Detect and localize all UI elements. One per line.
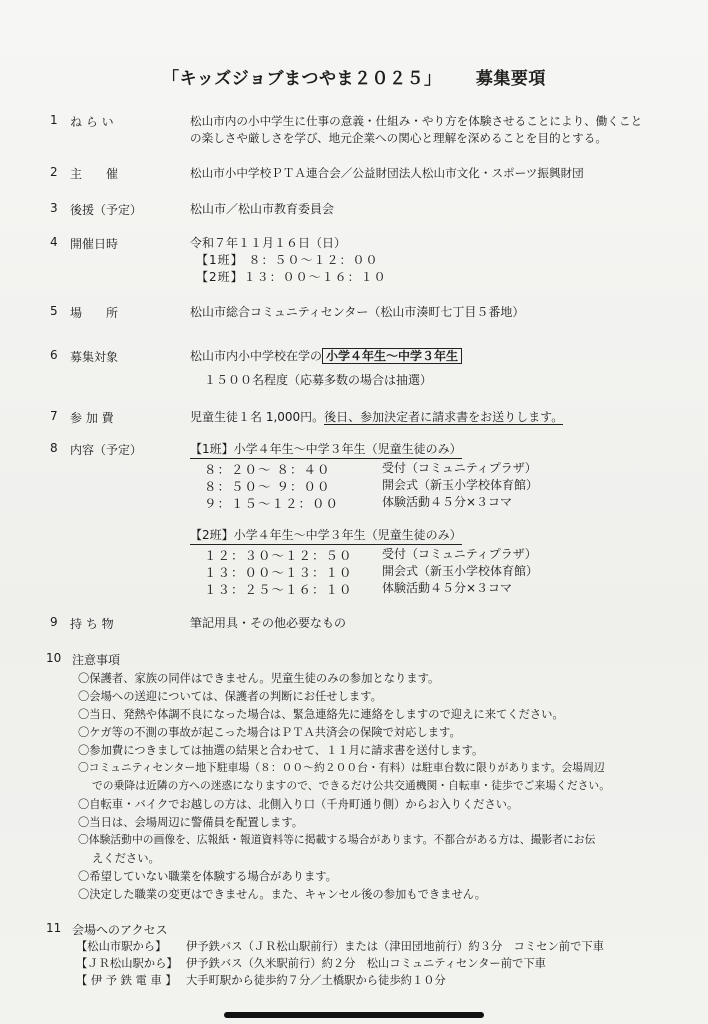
section-label: 募集対象 [70,350,119,364]
access-from: 【ＪＲ松山駅から】 [76,957,178,970]
venue-value: 松山市総合コミュニティセンター（松山市湊町七丁目５番地） [190,305,525,319]
purpose-line-1: 松山市内の小中学生に仕事の意義・仕組み・やり方を体験させることにより、働くこと [190,114,643,128]
note-item: 〇体験活動中の画像を、広報紙・報道資料等に掲載する場合があります。不都合がある方は、撮影者にお伝 [78,833,596,846]
access-route: 伊予鉄バス（ＪＲ松山駅前行）または（津田団地前行）約３分 コミセン前で下車 [186,940,604,953]
schedule-event: 体験活動４５分×３コマ [382,581,513,595]
note-item: 〇当日、発熱や体調不良になった場合は、緊急連絡先に連絡をしますので迎えに来てください。 [78,708,564,721]
group2-time: 【2班】１３：００～１６：１０ [196,270,387,284]
schedule-time: １３：２５～１６：１０ [204,582,353,597]
section-number: 5 [50,304,58,318]
schedule-event: 開会式（新玉小学校体育館） [382,478,539,492]
section-number: 11 [46,921,62,935]
note-item: 〇自転車・バイクでお越しの方は、北側入り口（千舟町通り側）からお入りください。 [78,798,519,811]
access-route: 大手町駅から徒歩約７分／土橋駅から徒歩約１０分 [186,974,446,987]
access-from: 【松山市駅から】 [76,940,167,953]
note-item: 〇会場への送迎については、保護者の判断にお任せします。 [78,690,382,703]
schedule-event: 体験活動４５分×３コマ [382,495,513,509]
section-number: 1 [50,113,58,127]
belongings-value: 筆記用具・その他必要なもの [190,616,347,630]
fee-notice: 後日、参加決定者に請求書をお送りします。 [324,410,564,424]
note-item: 〇ケガ等の不測の事故が起こった場合はＰＴＡ共済会の保険で対応します。 [78,726,461,739]
section-label: 会場へのアクセス [72,923,168,937]
title-sub: 募集要項 [475,69,546,89]
note-item: 〇当日は、会場周辺に警備員を配置します。 [78,816,304,829]
section-label: ね ら い [70,115,114,129]
schedule-time: １２：３０～１２：５０ [204,548,353,563]
section-label: 後援（予定） [70,203,143,217]
fee-amount: 児童生徒１名 1,000円。 [190,410,325,424]
note-item: 〇希望していない職業を体験する場合があります。 [78,870,337,883]
access-route: 伊予鉄バス（久米駅前行）約２分 松山コミュニティセンター前で下車 [186,957,546,970]
note-item: 〇コミュニティセンター地下駐車場（８：００～約２００台・有料）は駐車台数に限りがあります。会場周辺 [78,761,605,774]
schedule-time: ９：１５～１２：００ [204,496,340,511]
schedule-event: 受付（コミュニティプラザ） [382,461,537,475]
section-number: 7 [50,409,58,423]
title-main: 「キッズジョブまつやま２０２５」 [162,69,442,89]
section-label: 持 ち 物 [70,617,114,631]
event-date: 令和７年１１月１６日（日） [190,236,347,250]
section-number: 4 [50,235,58,249]
sponsor-value: 松山市／松山市教育委員会 [190,202,335,216]
note-item: 〇決定した職業の変更はできません。また、キャンセル後の参加もできません。 [78,888,487,901]
eligibility-line [190,348,462,365]
note-item: 〇保護者、家族の同伴はできません。児童生徒のみの参加となります。 [78,672,440,685]
group1-time: 【1班】 ８：５０～１２：００ [196,253,379,267]
program-group2-header: 【2班】小学４年生～中学３年生（児童生徒のみ） [190,527,462,545]
organizer-value: 松山市小中学校ＰＴＡ連合会／公益財団法人松山市文化・スポーツ振興財団 [190,166,584,180]
note-item-continued: えください。 [92,852,160,865]
section-label: 参 加 費 [70,411,114,425]
section-number: 9 [50,615,58,629]
section-number: 8 [50,441,58,455]
program-group1-header: 【1班】小学４年生～中学３年生（児童生徒のみ） [190,441,462,459]
section-label: 開催日時 [70,237,119,251]
home-indicator[interactable] [224,1012,484,1018]
schedule-event: 受付（コミュニティプラザ） [382,547,537,561]
section-label: 主 催 [70,167,119,181]
section-number: 2 [50,165,58,179]
schedule-event: 開会式（新玉小学校体育館） [382,564,539,578]
purpose-line-2: の楽しさや厳しさを学び、地元企業への関心と理解を深めることを目的とする。 [190,131,607,145]
eligibility-grades-box: 小学４年生～中学３年生 [322,348,462,364]
section-number: 6 [50,348,58,362]
note-item: 〇参加費につきましては抽選の結果と合わせて、１１月に請求書を送付します。 [78,744,484,757]
section-number: 10 [46,651,62,665]
section-label: 注意事項 [72,653,121,667]
schedule-time: ８：２０～ ８：４０ [204,462,331,477]
page-title [0,64,708,89]
schedule-time: ８：５０～ ９：００ [204,479,331,494]
access-from: 【 伊 予 鉄 電 車 】 [76,974,177,987]
eligibility-prefix: 松山市内小中学校在学の [190,349,323,363]
section-number: 3 [50,201,58,215]
note-item-continued: での乗降は近隣の方への迷惑になりますので、できるだけ公共交通機関・自転車・徒歩でご来場ください。 [92,779,611,792]
eligibility-count: １５００名程度（応募多数の場合は抽選） [204,373,433,387]
section-label: 場 所 [70,306,119,320]
fee-line [190,409,563,426]
section-label: 内容（予定） [70,443,143,457]
schedule-time: １３：００～１３：１０ [204,565,353,580]
